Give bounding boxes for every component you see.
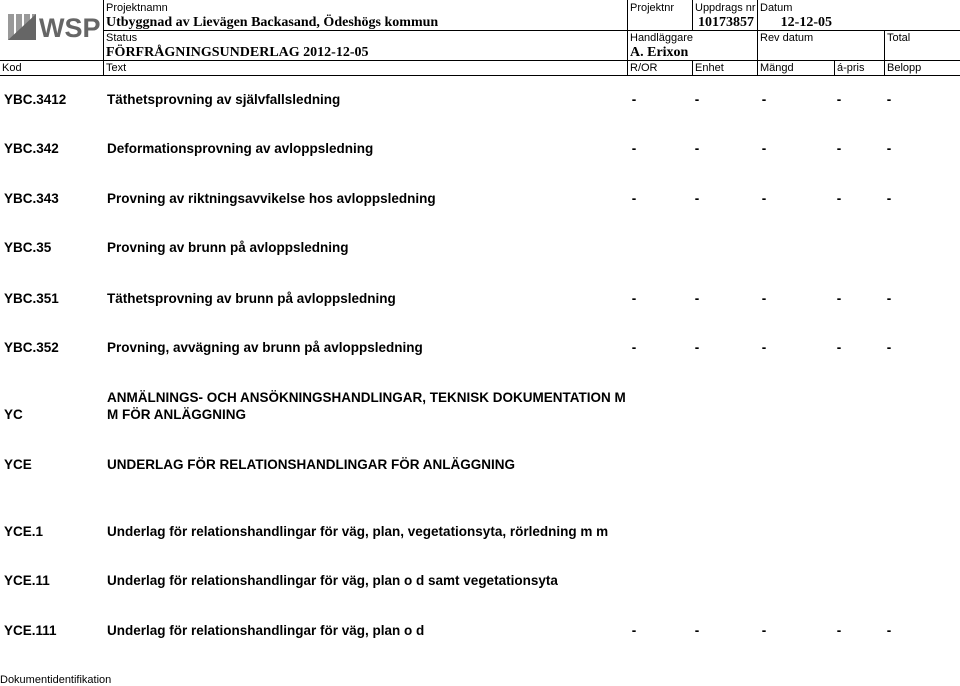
dash-enhet: -: [694, 141, 700, 156]
value-status: FÖRFRÅGNINGSUNDERLAG 2012-12-05: [106, 45, 369, 60]
dash-ror: -: [631, 291, 637, 306]
row-code: YCE.1: [4, 524, 44, 539]
dash-belopp: -: [886, 623, 892, 638]
dash-mangd: -: [761, 92, 767, 107]
col-text: Text: [106, 62, 127, 74]
label-handlaggare: Handläggare: [630, 32, 693, 44]
svg-text:WSP: WSP: [39, 13, 101, 43]
footer-document-id: Dokumentidentifikation: [0, 674, 112, 686]
dash-belopp: -: [886, 92, 892, 107]
label-projektnr: Projektnr: [630, 2, 675, 14]
row-code: YC: [4, 407, 23, 422]
col-mangd: Mängd: [760, 62, 794, 74]
col-apris: á-pris: [837, 62, 865, 74]
dash-apris: -: [836, 92, 842, 107]
value-projektnamn: Utbyggnad av Lievägen Backasand, Ödeshögs kommun: [106, 15, 439, 30]
row-code: YBC.342: [4, 141, 59, 156]
value-uppdragsnr: 10173857: [698, 15, 754, 30]
label-total: Total: [887, 32, 911, 44]
dash-enhet: -: [694, 291, 700, 306]
row-code: YBC.35: [4, 240, 52, 255]
label-status: Status: [106, 32, 138, 44]
row-text: Underlag för relationshandlingar för väg, plan o d samt vegetationsyta: [107, 573, 558, 588]
row-code: YBC.351: [4, 291, 59, 306]
row-text: Underlag för relationshandlingar för väg, plan, vegetationsyta, rörledning m m: [107, 524, 609, 539]
dash-apris: -: [836, 623, 842, 638]
dash-belopp: -: [886, 191, 892, 206]
row-code: YCE.111: [4, 623, 57, 638]
row-text: Underlag för relationshandlingar för väg, plan o d: [107, 623, 425, 638]
dash-enhet: -: [694, 191, 700, 206]
row-code: YBC.352: [4, 340, 59, 355]
row-text: Deformationsprovning av avloppsledning: [107, 141, 374, 156]
row-text: Provning, avvägning av brunn på avloppsledning: [107, 340, 423, 355]
dash-mangd: -: [761, 623, 767, 638]
label-revdatum: Rev datum: [760, 32, 814, 44]
dash-apris: -: [836, 340, 842, 355]
dash-mangd: -: [761, 291, 767, 306]
col-belopp: Belopp: [887, 62, 922, 74]
value-handlaggare: A. Erixon: [630, 45, 689, 60]
row-text: Täthetsprovning av självfallsledning: [107, 92, 341, 107]
dash-apris: -: [836, 291, 842, 306]
label-projektnamn: Projektnamn: [106, 2, 168, 14]
col-enhet: Enhet: [695, 62, 724, 74]
dash-apris: -: [836, 141, 842, 156]
row-text: UNDERLAG FÖR RELATIONSHANDLINGAR FÖR ANLÄGGNING: [107, 457, 515, 472]
dash-ror: -: [631, 92, 637, 107]
dash-ror: -: [631, 141, 637, 156]
dash-ror: -: [631, 340, 637, 355]
col-kod: Kod: [2, 62, 22, 74]
row-code: YBC.3412: [4, 92, 67, 107]
dash-enhet: -: [694, 623, 700, 638]
wsp-logo: [2, 2, 102, 58]
document-header: [0, 0, 960, 76]
dash-apris: -: [836, 191, 842, 206]
dash-belopp: -: [886, 141, 892, 156]
dash-ror: -: [631, 191, 637, 206]
dash-enhet: -: [694, 340, 700, 355]
dash-mangd: -: [761, 141, 767, 156]
label-datum: Datum: [760, 2, 793, 14]
dash-ror: -: [631, 623, 637, 638]
value-datum: 12-12-05: [780, 15, 832, 30]
row-code: YCE: [4, 457, 32, 472]
row-code: YCE.11: [4, 573, 50, 588]
row-text: Täthetsprovning av brunn på avloppsledning: [107, 291, 396, 306]
row-code: YBC.343: [4, 191, 59, 206]
col-ror: R/OR: [630, 62, 658, 74]
row-text: ANMÄLNINGS- OCH ANSÖKNINGSHANDLINGAR, TEKNISK DOKUMENTATION M M FÖR ANLÄGGNING: [107, 390, 626, 422]
dash-belopp: -: [886, 291, 892, 306]
row-text: Provning av brunn på avloppsledning: [107, 240, 349, 255]
dash-mangd: -: [761, 191, 767, 206]
dash-belopp: -: [886, 340, 892, 355]
label-uppdragsnr: Uppdrags nr: [695, 2, 756, 14]
dash-enhet: -: [694, 92, 700, 107]
dash-mangd: -: [761, 340, 767, 355]
row-text: Provning av riktningsavvikelse hos avloppsledning: [107, 191, 436, 206]
